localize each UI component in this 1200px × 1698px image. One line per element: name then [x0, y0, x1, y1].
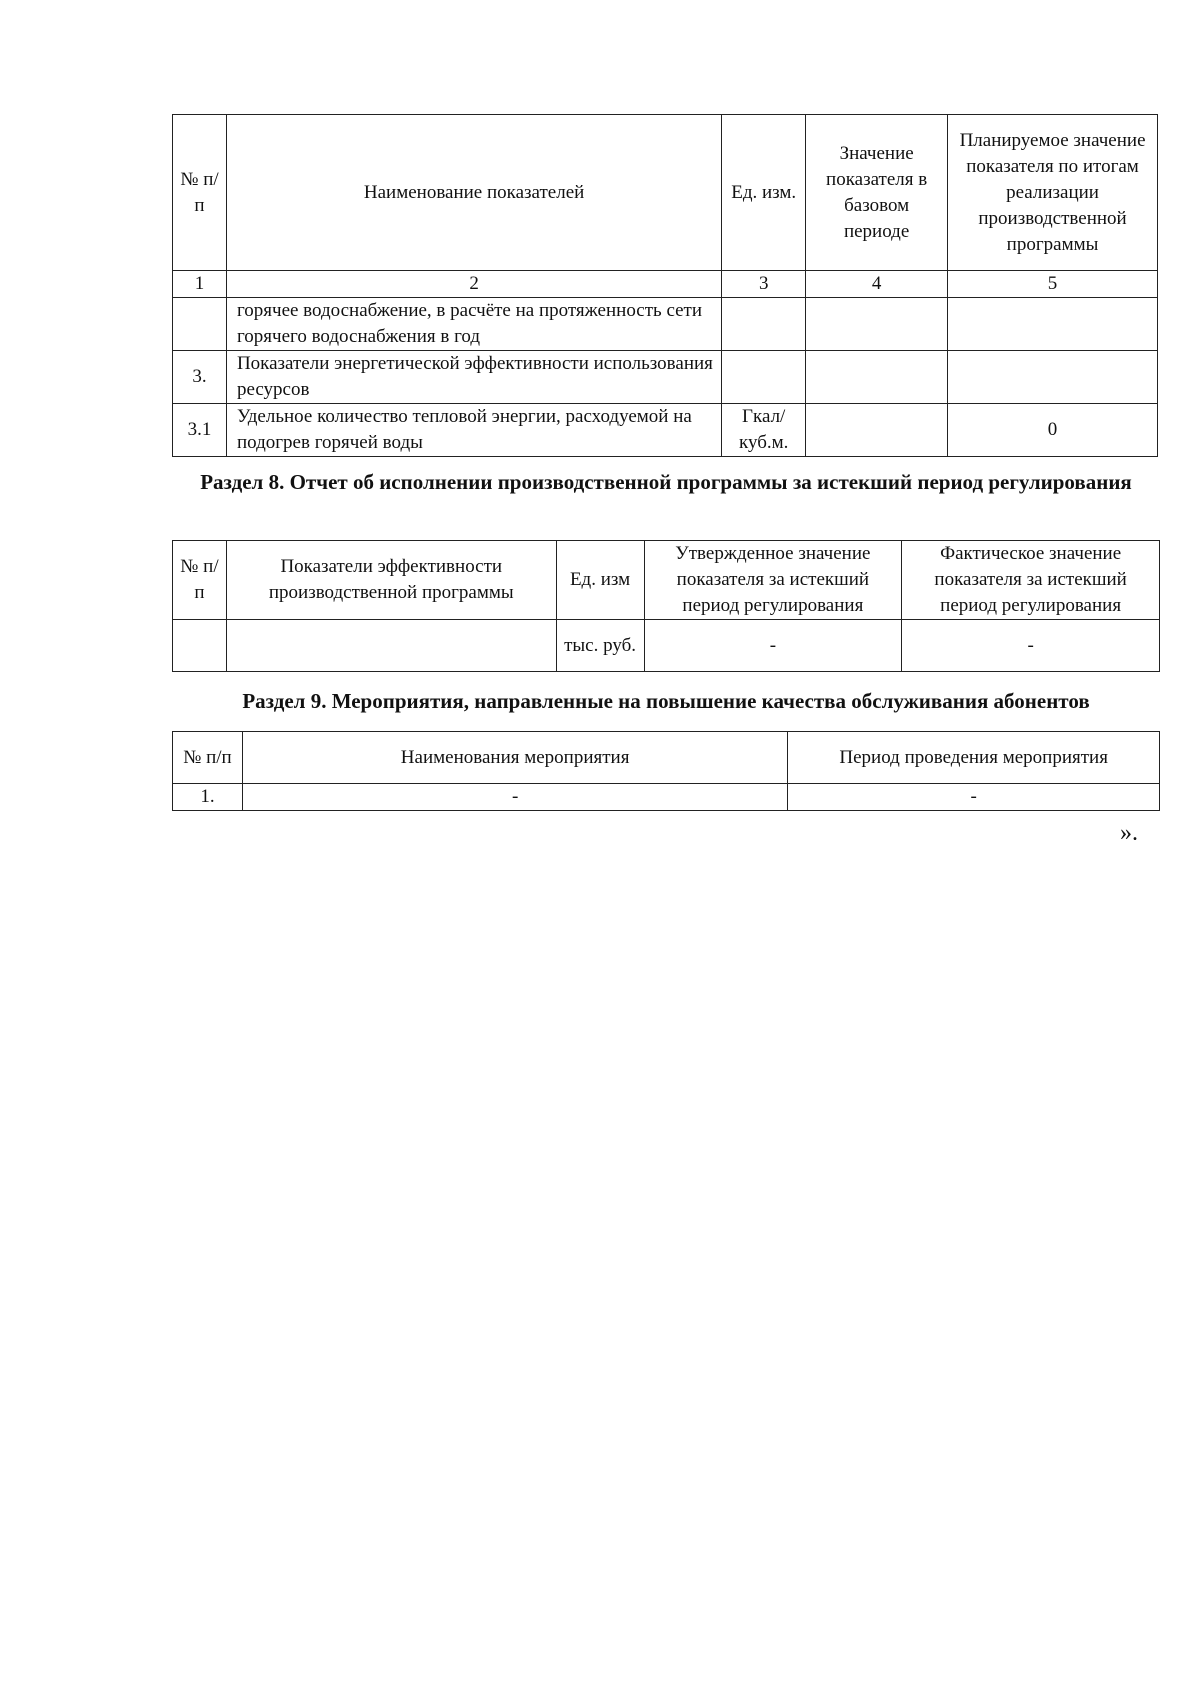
header-num: № п/п	[173, 115, 227, 271]
row-base	[806, 404, 948, 457]
row-planned: 0	[948, 404, 1158, 457]
section-8-table	[172, 540, 1160, 672]
header-name: Наименования мероприятия	[242, 732, 787, 784]
table-header-row	[173, 732, 1160, 784]
col-number: 2	[226, 271, 721, 298]
table-row	[173, 620, 1160, 672]
header-name: Показатели эффективности производственной программы	[226, 541, 556, 620]
header-name: Наименование показателей	[226, 115, 721, 271]
row-name: -	[242, 784, 787, 811]
header-approved-value: Утвержденное значение показателя за истекший период регулирования	[644, 541, 902, 620]
row-name: Удельное количество тепловой энергии, расходуемой на подогрев горячей воды	[226, 404, 721, 457]
row-num: 3.	[173, 351, 227, 404]
col-number: 5	[948, 271, 1158, 298]
row-unit	[722, 298, 806, 351]
row-planned	[948, 351, 1158, 404]
col-number: 1	[173, 271, 227, 298]
header-base-value: Значение показателя в базовом периоде	[806, 115, 948, 271]
row-num: 1.	[173, 784, 243, 811]
header-period: Период проведения мероприятия	[788, 732, 1160, 784]
row-name: Показатели энергетической эффективности использования ресурсов	[226, 351, 721, 404]
table-header-row	[173, 541, 1160, 620]
row-num	[173, 620, 227, 672]
header-unit: Ед. изм.	[722, 115, 806, 271]
indicators-table	[172, 114, 1158, 457]
section-9-title: Раздел 9. Мероприятия, направленные на повышение качества обслуживания абонентов	[242, 689, 1090, 713]
row-approved: -	[644, 620, 902, 672]
header-num: № п/п	[173, 541, 227, 620]
header-planned-value: Планируемое значение показателя по итогам реализации производственной программы	[948, 115, 1158, 271]
col-number: 3	[722, 271, 806, 298]
row-planned	[948, 298, 1158, 351]
table-row	[173, 298, 1158, 351]
table-row	[173, 784, 1160, 811]
row-num	[173, 298, 227, 351]
table-header-row	[173, 115, 1158, 271]
row-actual: -	[902, 620, 1160, 672]
section-8-title: Раздел 8. Отчет об исполнении производственной программы за истекший период регулирования	[200, 470, 1132, 494]
section-9-table	[172, 731, 1160, 811]
header-actual-value: Фактическое значение показателя за истекший период регулирования	[902, 541, 1160, 620]
row-name	[226, 620, 556, 672]
col-number: 4	[806, 271, 948, 298]
row-num: 3.1	[173, 404, 227, 457]
row-base	[806, 298, 948, 351]
row-unit: Гкал/ куб.м.	[722, 404, 806, 457]
table-row	[173, 404, 1158, 457]
row-unit: тыс. руб.	[556, 620, 644, 672]
closing-quote-mark: ».	[1120, 820, 1138, 846]
column-number-row	[173, 271, 1158, 298]
row-name: горячее водоснабжение, в расчёте на протяженность сети горячего водоснабжения в год	[226, 298, 721, 351]
row-base	[806, 351, 948, 404]
header-num: № п/п	[173, 732, 243, 784]
row-unit	[722, 351, 806, 404]
header-unit: Ед. изм	[556, 541, 644, 620]
table-row	[173, 351, 1158, 404]
row-period: -	[788, 784, 1160, 811]
